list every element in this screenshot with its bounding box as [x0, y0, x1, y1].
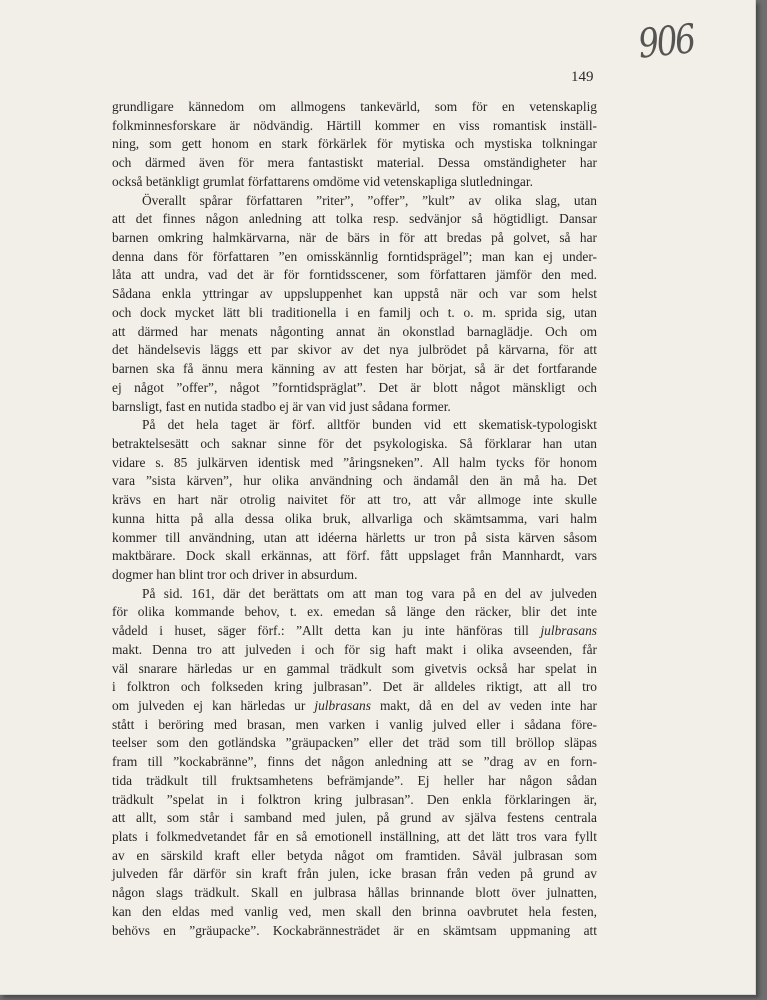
text-line: av en särskild kraft eller betyda något om framtiden. Såväl julbrasan som — [112, 847, 597, 863]
text-line: väl snarare härledas ur en gammal trädkult som givetvis också har spelat in — [112, 660, 597, 676]
text-line: också betänkligt grumlat författarens omdöme vid vetenskapliga slutledningar. — [112, 173, 533, 189]
text-line: På det hela taget är förf. alltför bunden vid ett skematisk-typologiskt — [142, 417, 597, 433]
text-line: teelser som den gotländska ”gräupacken” eller det träd som till bröllop släpas — [112, 735, 597, 751]
text-line: krävs en hart när otrolig naivitet för att tro, att vår allmoge inte skulle — [112, 492, 597, 508]
text-line: barnen ska få ännu mera känning av att festen har börjat, så är det fortfarande — [112, 361, 597, 377]
text-line: barnsligt, fast en nutida stadbo ej är van vid just sådana former. — [112, 398, 451, 414]
text-line: det händelsevis läggs ett par skivor av det nya julbrödet på kärvarna, för att — [112, 342, 597, 358]
text-line: och dock mycket lätt bli traditionella i en familj och t. o. m. sprida sig, utan — [112, 304, 597, 320]
text-line: och därmed även för mera fantastiskt material. Dessa omständigheter har — [112, 155, 597, 171]
text-line: julveden får därför sin kraft från julen, icke brasan från veden på grund av — [112, 866, 597, 882]
text-line: folkminnesforskare är nödvändig. Härtill kommer en viss romantisk inställ- — [112, 117, 597, 133]
text-line: trädkult ”spelat in i folktron kring julbrasan”. Den enkla förklaringen är, — [112, 791, 597, 807]
text-line: plats i folkmedvetandet får en så emotionell inställning, att det lätt tros vara fyllt — [112, 829, 597, 845]
text-line: kommer till användning, utan att idéerna härletts ur tron på sista kärven såsom — [112, 529, 597, 545]
text-line: för olika kommande behov, t. ex. emedan så länge den räcker, blir det inte — [112, 604, 597, 620]
text-line: vidare s. 85 julkärven identisk med ”åringsneken”. All halm tycks för honom — [112, 454, 597, 470]
text-line: att det finnes någon anledning att tolka resp. sedvänjor så högtidligt. Dansar — [112, 211, 597, 227]
text-line: behövs en ”gräupacke”. Kockabrännesträdet är en skämtsam uppmaning att — [112, 922, 597, 938]
text-line: någon slags trädkult. Skall en julbrasa hållas brinnande blott över julnatten, — [112, 885, 597, 901]
text-line: betraktelsesätt och saknar sinne för det psykologiska. Så förklarar han utan — [112, 435, 597, 451]
text-line: kan den eldas med vanlig ved, men skall den brinna oavbrutet hela festen, — [112, 903, 597, 919]
text-line: stått i beröring med brasan, men varken i vanlig julved eller i sådana före- — [112, 716, 597, 732]
text-line: barnen omkring halmkärvarna, när de bärs in för att bredas på golvet, så har — [112, 230, 597, 246]
text-line: ej något ”offer”, något ”forntidspräglat”. Det är blott något mänskligt och — [112, 379, 597, 395]
text-line: att allt, som står i samband med julen, på grund av själva festens centrala — [112, 810, 597, 826]
text-line: denna dans för författaren ”en omisskännlig forntidsprägel”; man kan ej under- — [112, 248, 597, 264]
body-text — [112, 98, 597, 940]
text-line: maktbärare. Dock skall erkännas, att förf. fått uppslaget från Mannhardt, vars — [112, 548, 597, 564]
text-line: i folktron och folkseden kring julbrasan”. Det är alldeles riktigt, att all tro — [112, 679, 597, 695]
text-line: dogmer han blint tror och driver in absurdum. — [112, 566, 358, 582]
text-line: tida trädkult till fruktsamhetens befrämjande”. Ej heller har någon sådan — [112, 772, 597, 788]
text-line: fram till ”kockabränne”, finns det någon anledning att se ”drag av en forn- — [112, 754, 597, 770]
text-line: På sid. 161, där det berättats om att man tog vara på en del av julveden — [142, 585, 597, 601]
text-line: kunna hitta på alla dessa olika bruk, allvarliga och skämtsamma, vari halm — [112, 510, 597, 526]
text-line: låta att undra, vad det är för forntidsscener, som författaren jämför den med. — [112, 267, 597, 283]
text-line: makt. Denna tro att julveden i och för sig haft makt i olika avseenden, får — [112, 641, 597, 657]
text-line: vådeld i huset, säger förf.: ”Allt detta kan ju inte hänföras till julbrasans — [112, 623, 597, 639]
page-number: 149 — [571, 69, 594, 85]
text-line: ning, som gett honom en stark förkärlek för mytiska och mystiska tolkningar — [112, 136, 597, 152]
text-line: grundligare kännedom om allmogens tankevärld, som för en vetenskaplig — [112, 99, 597, 114]
text-line: vara ”sista kärven”, hur olika användning och ändamål den än må ha. Det — [112, 473, 597, 489]
text-line: att därmed har menats någonting annat än okonstlad barnaglädje. Och om — [112, 323, 597, 339]
text-line: Överallt spårar författaren ”riter”, ”offer”, ”kult” av olika slag, utan — [142, 192, 597, 208]
text-line: om julveden ej kan härledas ur julbrasans makt, då en del av veden inte har — [112, 698, 597, 713]
text-line: Sådana enkla yttringar av uppsluppenhet kan uppstå när och var som helst — [112, 286, 597, 302]
handwritten-archive-number: 906 — [636, 16, 696, 68]
